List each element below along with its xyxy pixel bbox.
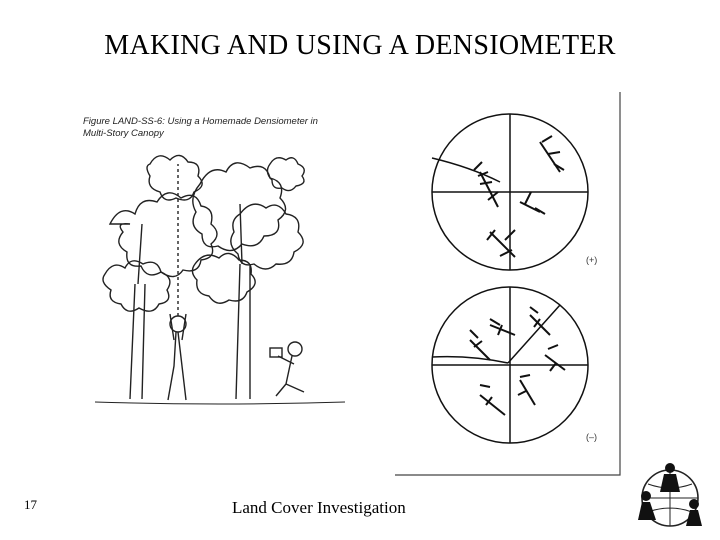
globe-students-logo-icon <box>630 458 708 530</box>
densiometer-minus-view <box>430 285 590 445</box>
slide-title: MAKING AND USING A DENSIOMETER <box>104 30 616 61</box>
densiometer-figure <box>80 92 625 477</box>
footer-text: Land Cover Investigation <box>232 498 406 517</box>
trees-illustration <box>90 144 350 414</box>
slide-number: 17 <box>24 497 37 512</box>
minus-indicator: (–) <box>586 432 597 442</box>
densiometer-plus-view <box>430 112 590 272</box>
plus-indicator: (+) <box>586 255 598 265</box>
figure-caption: Figure LAND-SS-6: Using a Homemade Densiometer in Multi-Story Canopy <box>83 116 318 139</box>
